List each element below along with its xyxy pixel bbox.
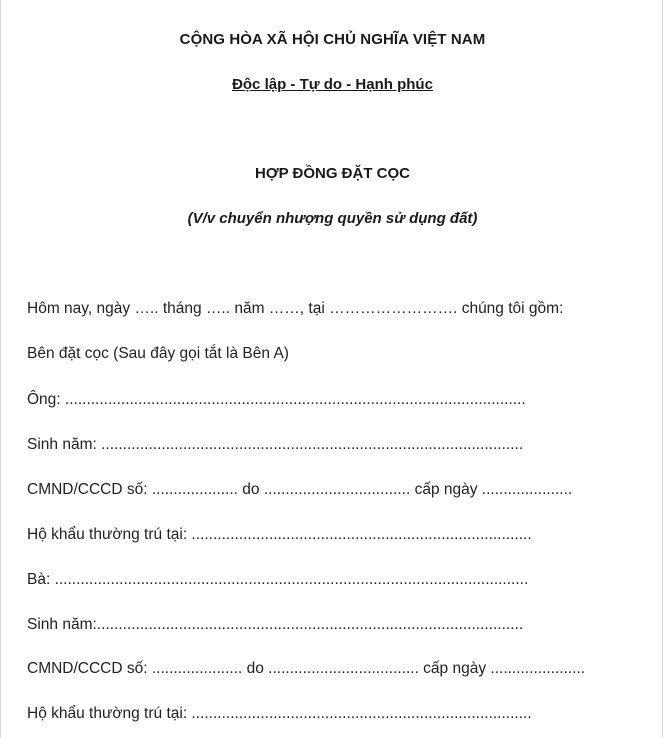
residence-field: Hộ khẩu thường trú tại: ...............................................................................: [27, 526, 532, 543]
mr-name-field: Ông: ...........................................................................................................: [27, 391, 526, 408]
intro-line: Hôm nay, ngày ….. tháng ….. năm ……, tại ……………………. chúng tôi gồm:: [27, 300, 564, 317]
birth-year-field: Sinh năm: ..................................................................................................: [27, 436, 524, 453]
id-number-field: CMND/CCCD số: ..................... do ................................... cấp ngày ......................: [27, 660, 586, 677]
contract-subtitle: (V/v chuyển nhượng quyền sử dụng đất): [187, 210, 478, 227]
birth-year-field: Sinh năm:...................................................................................................: [27, 616, 524, 633]
party-a-line: Bên đặt cọc (Sau đây gọi tắt là Bên A): [27, 345, 289, 362]
national-title: CỘNG HÒA XÃ HỘI CHỦ NGHĨA VIỆT NAM: [179, 31, 486, 48]
id-number-field: CMND/CCCD số: .................... do .................................. cấp ngày .....................: [27, 481, 573, 498]
national-motto: Độc lập - Tự do - Hạnh phúc: [232, 76, 433, 93]
contract-title: HỢP ĐỒNG ĐẶT CỌC: [254, 165, 411, 182]
mrs-name-field: Bà: ..............................................................................................................: [27, 571, 529, 588]
residence-field: Hộ khẩu thường trú tại: ...............................................................................: [27, 705, 532, 722]
